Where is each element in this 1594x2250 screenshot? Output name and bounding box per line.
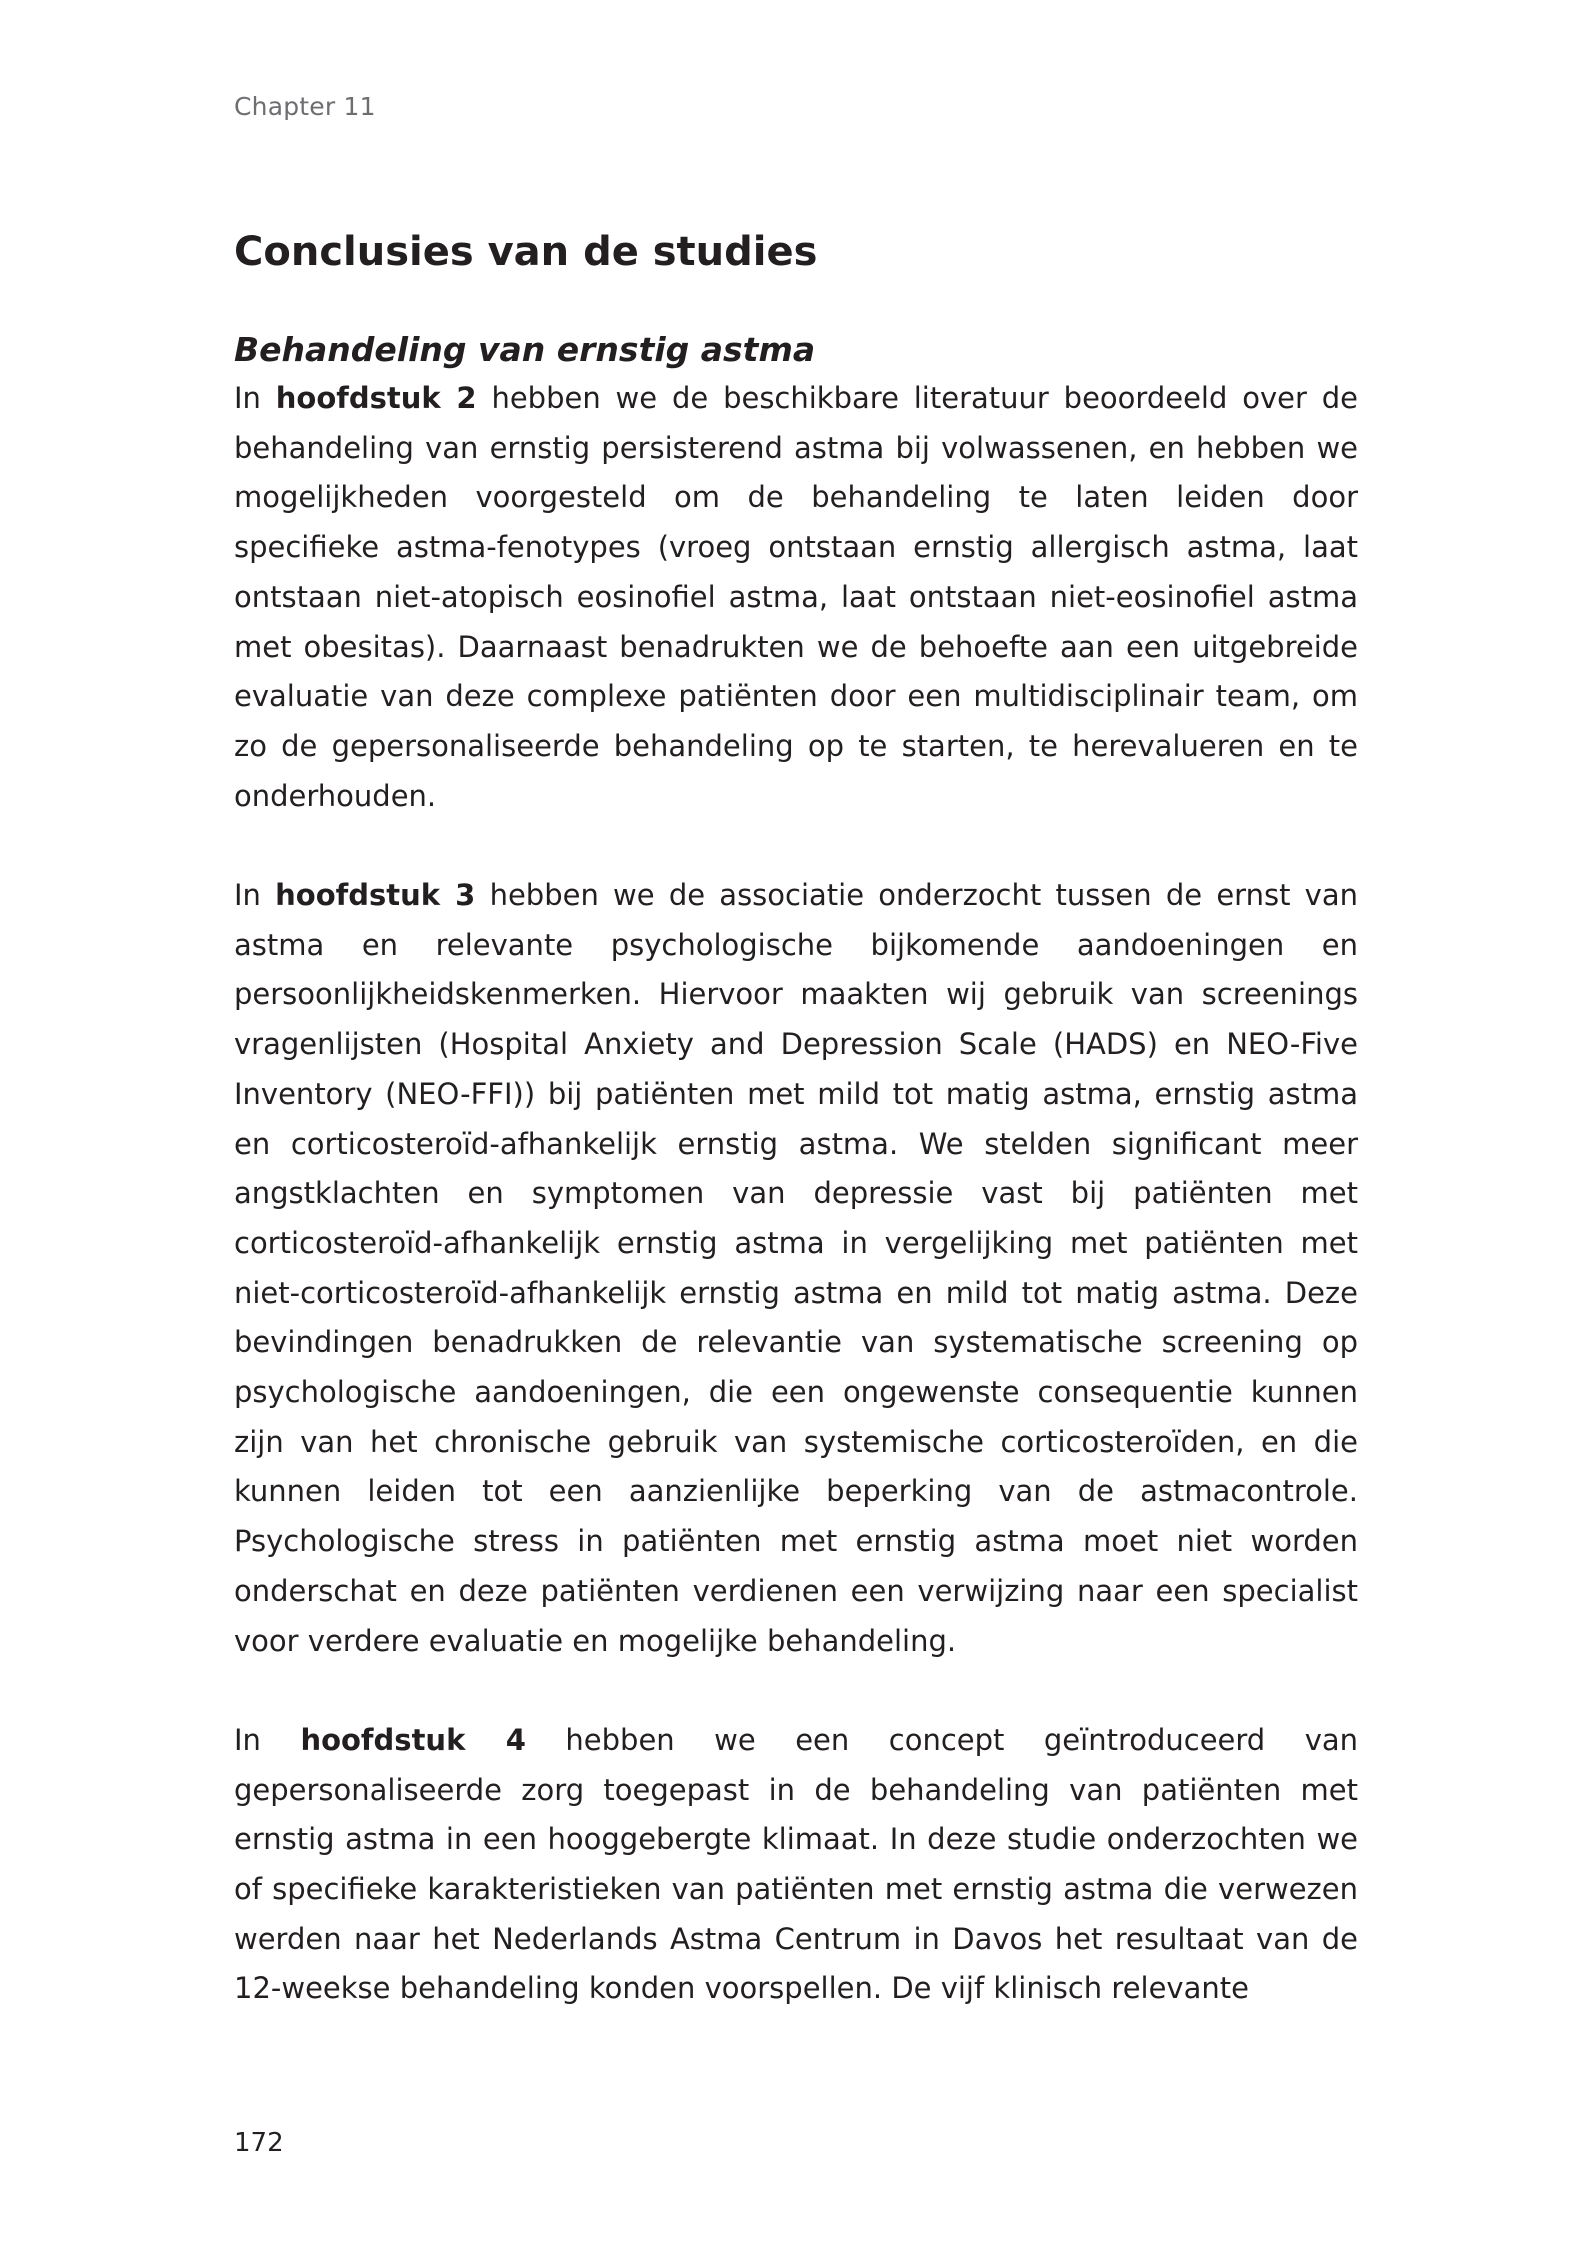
page-content [234, 222, 1358, 2014]
chapter-reference: hoofdstuk 2 [275, 381, 477, 415]
paragraph-lead: In [234, 1722, 301, 1757]
page-number: 172 [234, 2128, 284, 2158]
chapter-reference: hoofdstuk 4 [300, 1722, 526, 1757]
chapter-reference: hoofdstuk 3 [275, 878, 476, 913]
paragraph-chapter-4 [234, 1716, 1358, 2014]
paragraph-text: hebben we de associatie onderzocht tussen de ernst van astma en relevante psychologische bijkomende aandoeningen en persoonlijkheidskenmerken. Hiervoor maakten wij gebruik van screenings vragenlijsten (Hospital Anxiety and Depression Scale (HADS) en NEO-Five Inventory (NEO-FFI)) bij patiënten met mild tot matig astma, ernstig astma en corticosteroïd-afhankelijk ernstig astma. We stelden significant meer angstklachten en symptomen van depressie vast bij patiënten met corticosteroïd-afhankelijk ernstig astma in vergelijking met patiënten met niet-corticosteroïd-afhankelijk ernstig astma en mild tot matig astma. Deze bevindingen benadrukken de relevantie van systematische screening op psychologische aandoeningen, die een ongewenste consequentie kunnen zijn van het chronische gebruik van systemische corticosteroïden, en die kunnen leiden tot een aanzienlijke beperking van de astmacontrole. Psychologische stress in patiënten met ernstig astma moet niet worden onderschat en deze patiënten verdienen een verwijzing naar een specialist voor verdere evaluatie en mogelijke behandeling. [234, 878, 1358, 1658]
subsection-title: Behandeling van ernstig astma [234, 330, 816, 369]
paragraph-chapter-3 [234, 871, 1358, 1666]
paragraph-chapter-2 [234, 374, 1358, 821]
paragraph-text: hebben we een concept geïntroduceerd van gepersonaliseerde zorg toegepast in de behandeling van patiënten met ernstig astma in een hooggebergte klimaat. In deze studie onderzochten we of specifieke karakteristieken van patiënten met ernstig astma die verwezen werden naar het Nederlands Astma Centrum in Davos het resultaat van de 12-weekse behandeling konden voorspellen. De vijf klinisch relevante [234, 1722, 1359, 2006]
paragraph-lead: In [234, 381, 276, 415]
running-head: Chapter 11 [234, 92, 376, 121]
section-title: Conclusies van de studies [234, 229, 818, 275]
paragraph-lead: In [234, 878, 276, 913]
paragraph-text: hebben we de beschikbare literatuur beoordeeld over de behandeling van ernstig persisterend astma bij volwassenen, en hebben we mogelijkheden voorgesteld om de behandeling te laten leiden door specifieke astma-fenotypes (vroeg ontstaan ernstig allergisch astma, laat ontstaan niet-atopisch eosinofiel astma, laat ontstaan niet-eosinofiel astma met obesitas). Daarnaast benadrukten we de behoefte aan een uitgebreide evaluatie van deze complexe patiënten door een multidisciplinair team, om zo de gepersonaliseerde behandeling op te starten, te herevalueren en te onderhouden. [234, 381, 1358, 813]
